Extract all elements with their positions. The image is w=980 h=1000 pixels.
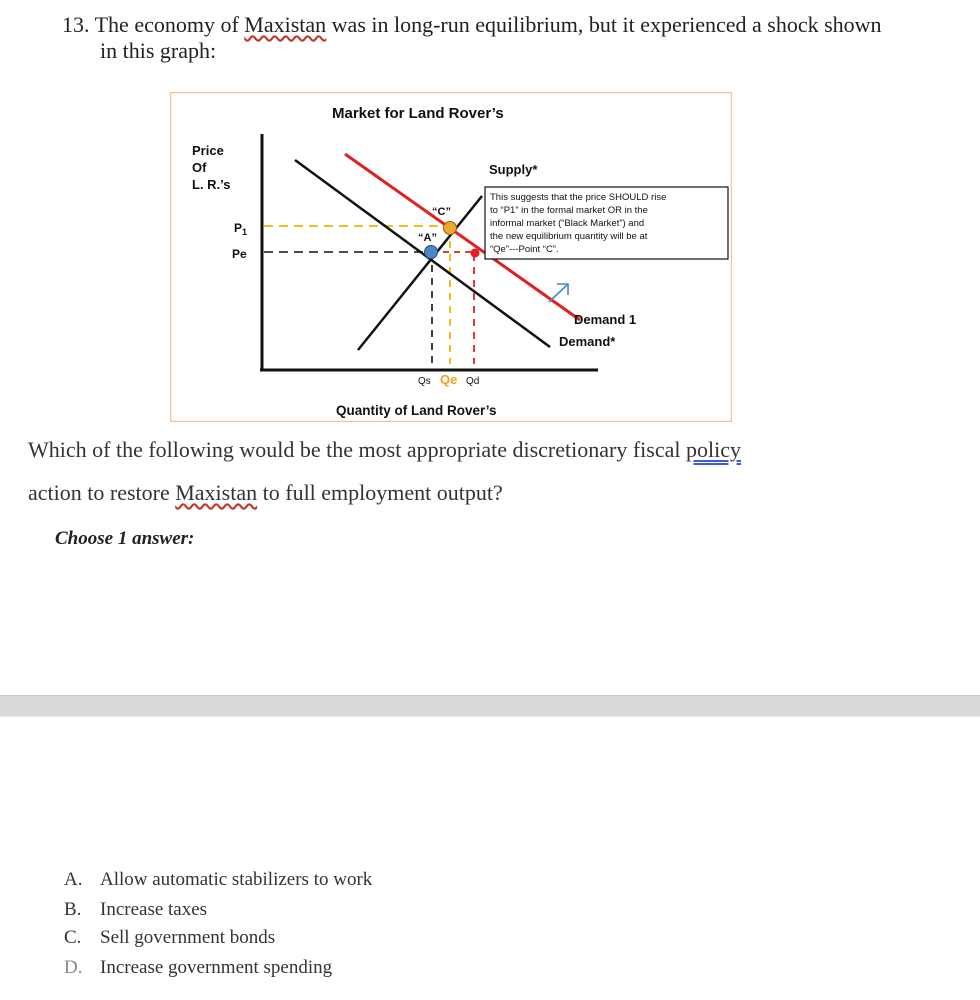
label-supply: Supply*	[489, 162, 538, 177]
country-name-2: Maxistan	[175, 480, 258, 505]
market-graph	[170, 92, 732, 422]
prompt-line-1	[28, 437, 741, 463]
option-c-letter: C.	[64, 927, 82, 948]
question-text-end: was in long-run equilibrium, but it experienced a shock shown	[326, 12, 882, 37]
option-c[interactable]	[64, 927, 275, 949]
country-name: Maxistan	[244, 12, 327, 37]
prompt-text-3: to full employment output?	[257, 480, 503, 505]
note-line-4: the new equilibrium quantity will be at	[490, 231, 648, 242]
label-pe: Pe	[232, 247, 247, 261]
note-line-1: This suggests that the price SHOULD rise	[490, 192, 667, 203]
question-number: 13.	[62, 12, 90, 37]
label-a: “A”	[418, 232, 437, 244]
label-c: “C”	[432, 206, 451, 218]
y-label-of: Of	[192, 160, 207, 175]
option-c-text: Sell government bonds	[100, 927, 276, 948]
option-a[interactable]	[64, 869, 372, 891]
note-line-5: “Qe”---Point “C”.	[490, 244, 559, 255]
point-c	[444, 222, 457, 235]
label-demand-star: Demand*	[559, 334, 616, 349]
x-axis-label: Quantity of Land Rover’s	[336, 403, 497, 418]
point-a	[425, 246, 438, 259]
option-b[interactable]	[64, 899, 207, 921]
option-b-text: Increase taxes	[100, 899, 208, 920]
section-divider	[0, 695, 980, 717]
question-line-2: in this graph:	[100, 38, 217, 63]
label-qd: Qd	[466, 376, 480, 387]
prompt-line-2	[28, 480, 503, 506]
y-label-lrs: L. R.’s	[192, 177, 231, 192]
label-p1: $P_1$	[234, 221, 248, 237]
option-d-text: Increase government spending	[100, 957, 333, 978]
policy-word: policy	[685, 437, 741, 462]
label-qs: Qs	[418, 376, 431, 387]
prompt-text-1: Which of the following would be the most appropriate discretionary fiscal	[28, 437, 686, 462]
graph-title: Market for Land Rover’s	[332, 105, 504, 122]
option-d[interactable]	[64, 957, 332, 979]
label-qe: Qe	[440, 372, 458, 387]
option-d-letter: D.	[64, 957, 83, 978]
option-a-text: Allow automatic stabilizers to work	[100, 869, 373, 890]
y-label-price: Price	[192, 143, 224, 158]
note-line-2: to “P1” in the formal market OR in the	[490, 205, 648, 216]
prompt-text-2: action to restore	[28, 480, 176, 505]
label-demand-1: Demand 1	[574, 312, 637, 327]
point-qd	[471, 249, 480, 258]
option-b-letter: B.	[64, 899, 82, 920]
question-text-start: The economy of	[94, 12, 245, 37]
option-a-letter: A.	[64, 869, 83, 890]
question-line-1	[62, 12, 882, 38]
choose-label: Choose 1 answer:	[55, 528, 195, 549]
note-line-3: informal market (“Black Market”) and	[490, 218, 645, 229]
